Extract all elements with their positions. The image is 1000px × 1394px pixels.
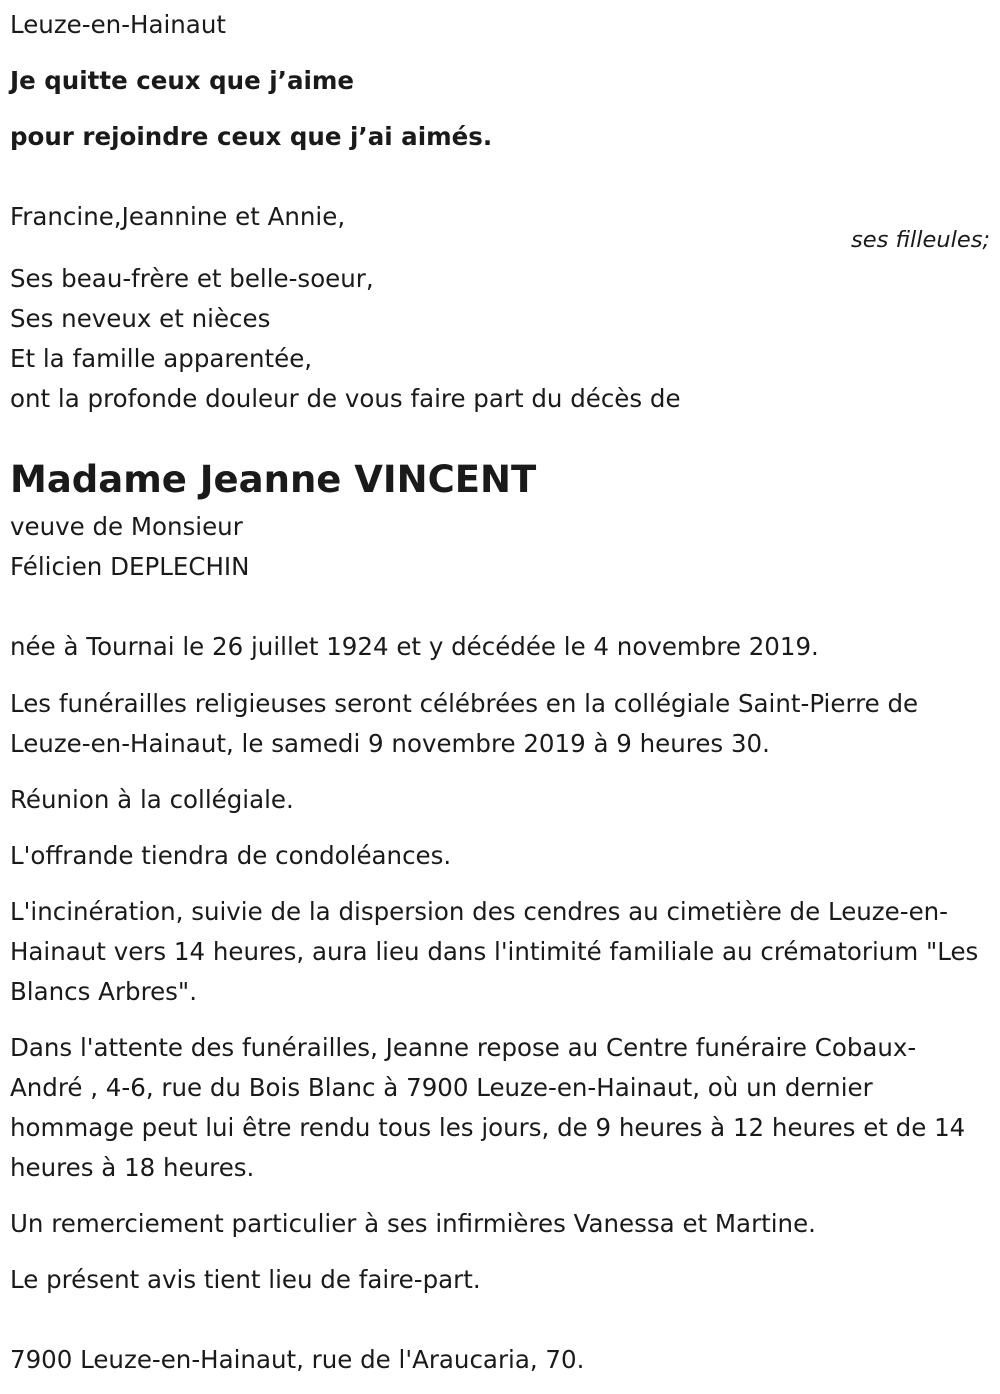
widow-of-line-1: veuve de Monsieur (10, 512, 243, 541)
thanks-info: Un remerciement particulier à ses infirmières Vanessa et Martine. (10, 1209, 816, 1238)
epigraph-line-2: pour rejoindre ceux que j’ai aimés. (10, 122, 493, 151)
family-goddaughters-role: ses filleules; (851, 227, 990, 253)
family-extended: Et la famille apparentée, (10, 344, 313, 373)
epigraph-line-1: Je quitte ceux que j’aime (10, 66, 355, 95)
funeral-info: Les funérailles religieuses seront célébrées en la collégiale Saint-Pierre de Leuze-en-Hainaut, le samedi 9 novembre 2019 à 9 heures 30. (10, 689, 919, 758)
meeting-info: Réunion à la collégiale. (10, 785, 294, 814)
family-goddaughters: Francine,Jeannine et Annie, (10, 202, 346, 231)
notice-info: Le présent avis tient lieu de faire-part. (10, 1265, 481, 1294)
cremation-info: L'incinération, suivie de la dispersion des cendres au cimetière de Leuze-en-Hainaut vers 14 heures, aura lieu dans l'intimité familiale au crématorium "Les Blancs Arbres". (10, 897, 979, 1006)
obituary-notice (10, 0, 990, 1394)
family-in-laws: Ses beau-frère et belle-soeur, (10, 264, 374, 293)
header-location: Leuze-en-Hainaut (10, 10, 226, 39)
viewing-info: Dans l'attente des funérailles, Jeanne repose au Centre funéraire Cobaux-André , 4-6, rue du Bois Blanc à 7900 Leuze-en-Hainaut, où un dernier hommage peut lui être rendu tous les jours, de 9 heures à 12 heures et de 14 heures à 18 heures. (10, 1033, 966, 1182)
widow-of-line-2: Félicien DEPLECHIN (10, 552, 250, 581)
footer-address: 7900 Leuze-en-Hainaut, rue de l'Araucaria, 70. (10, 1345, 585, 1374)
deceased-name: Madame Jeanne VINCENT (10, 458, 537, 501)
family-announcement: ont la profonde douleur de vous faire part du décès de (10, 384, 681, 413)
family-nephews-nieces: Ses neveux et nièces (10, 304, 271, 333)
birth-death-info: née à Tournai le 26 juillet 1924 et y décédée le 4 novembre 2019. (10, 632, 819, 661)
offering-info: L'offrande tiendra de condoléances. (10, 841, 452, 870)
